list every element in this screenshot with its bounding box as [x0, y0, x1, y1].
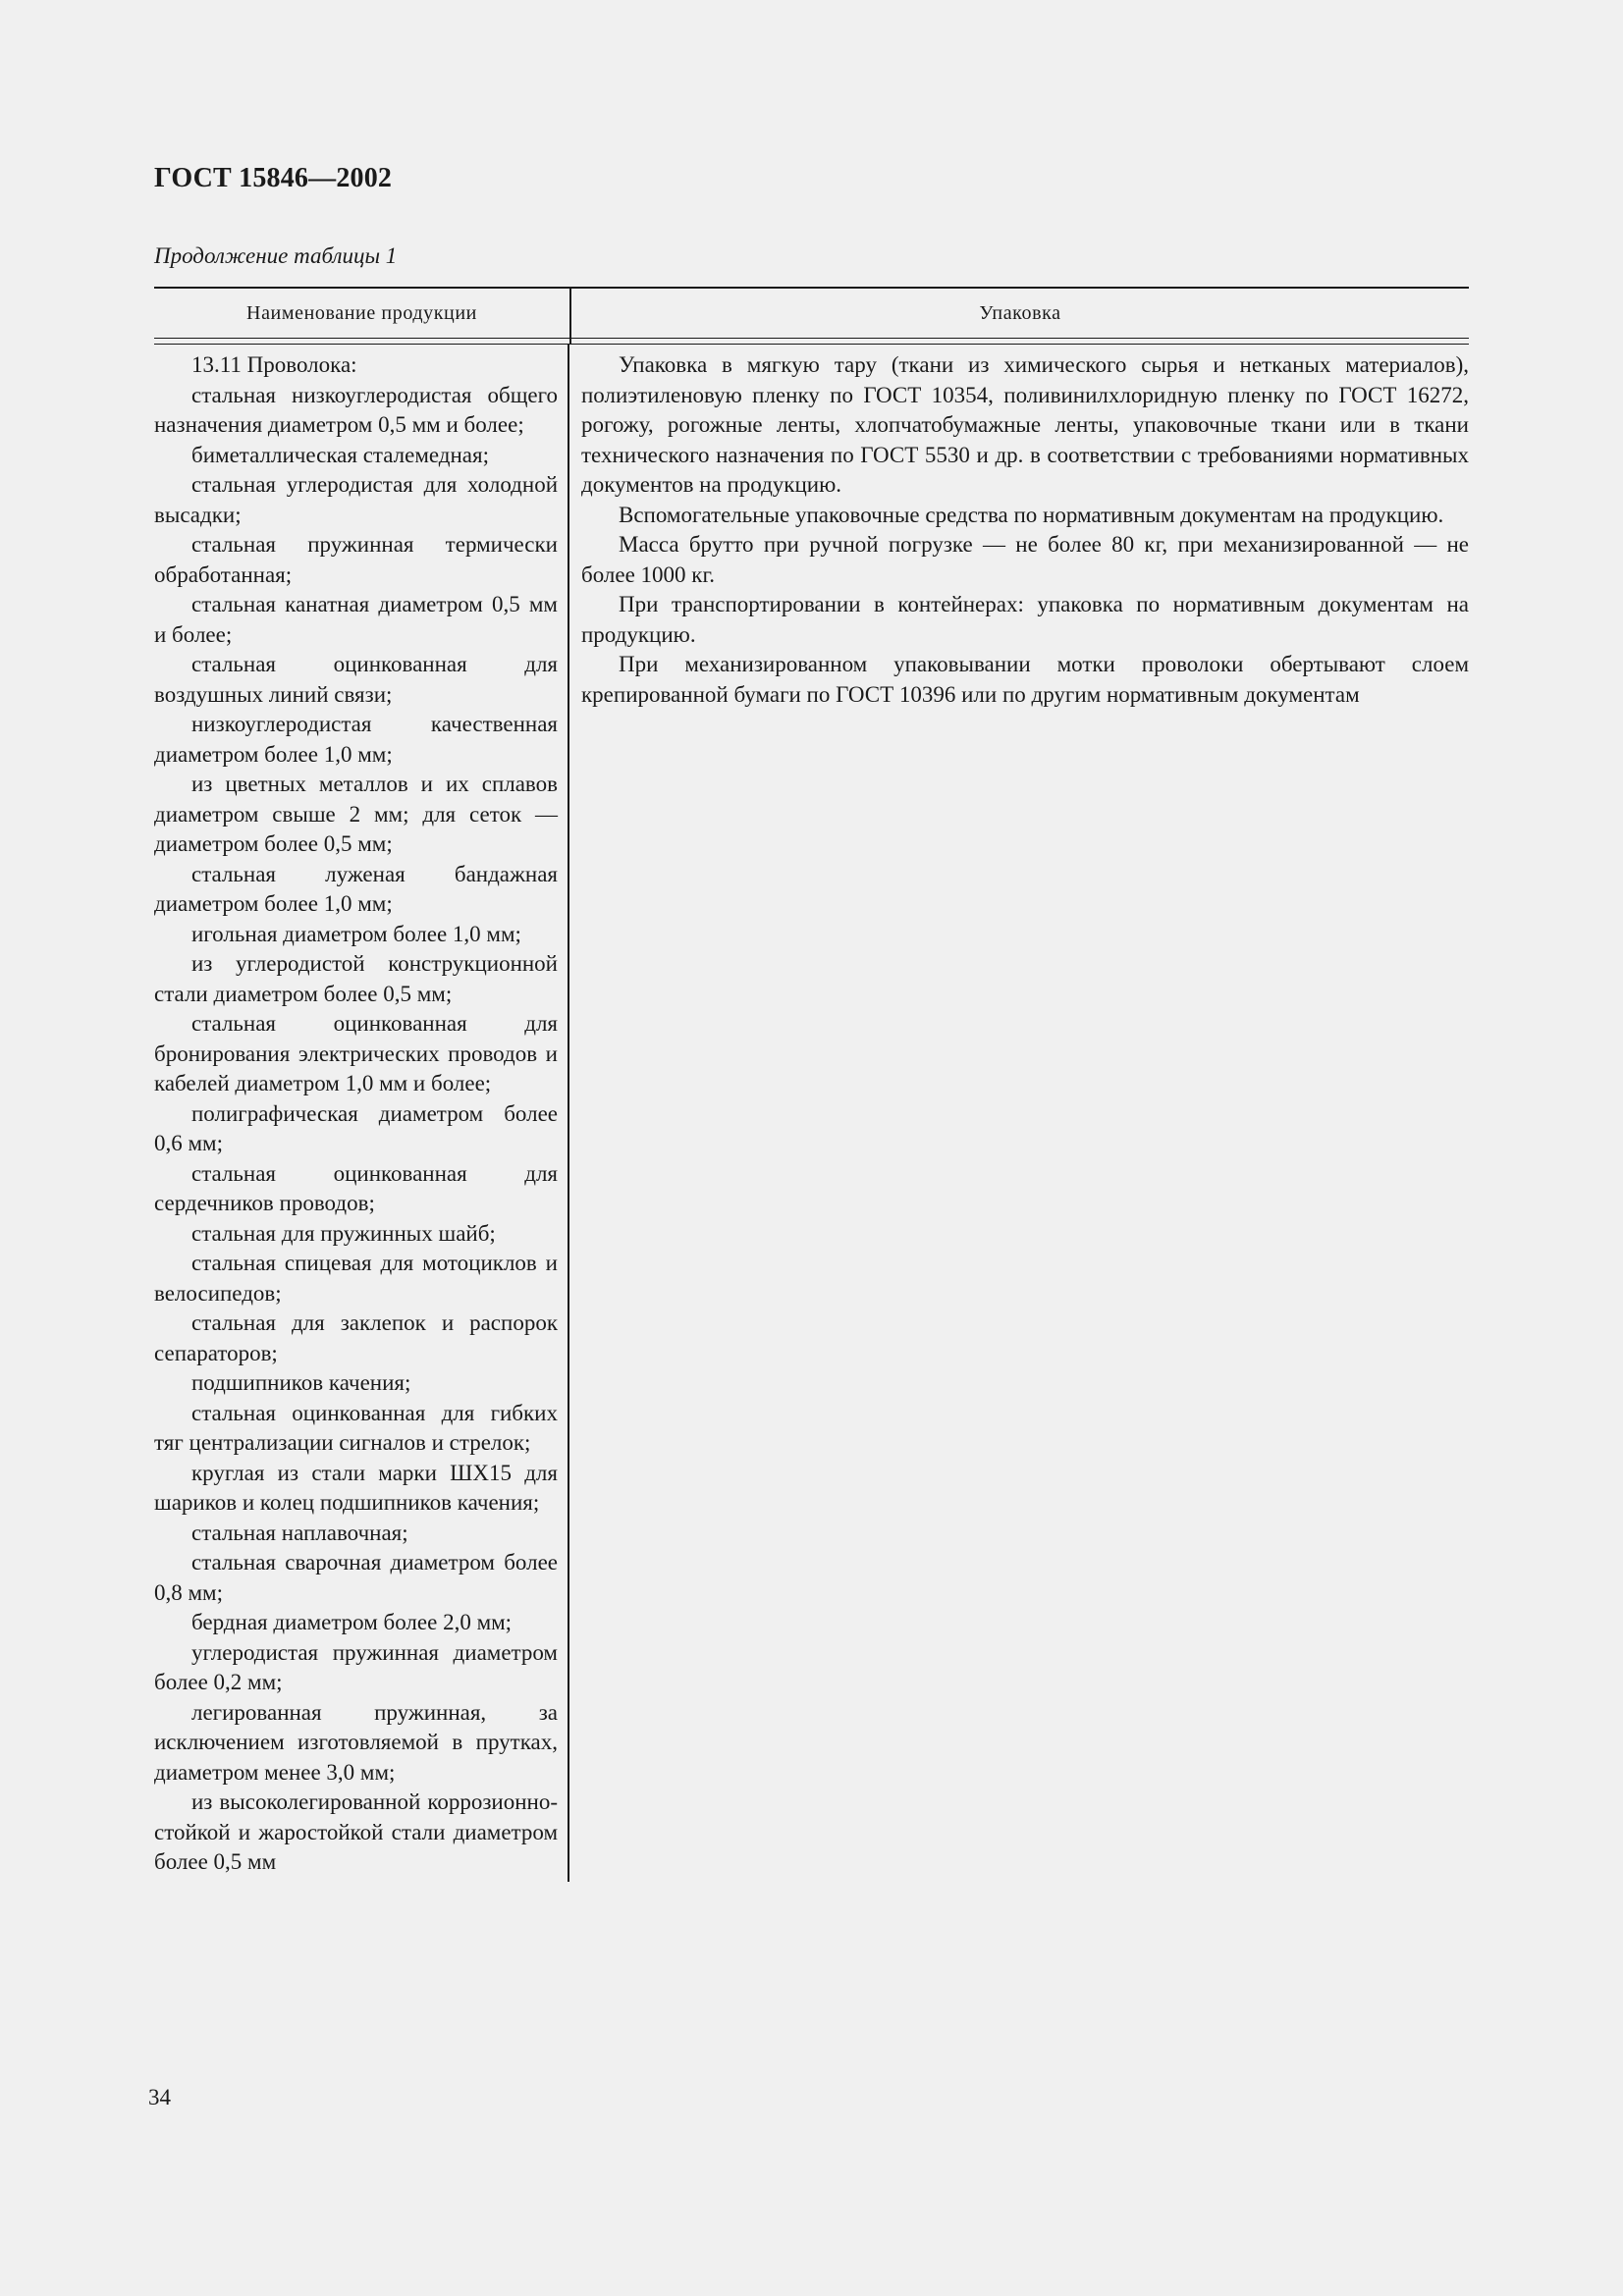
product-item: стальная оцинкованная для воздушных линий связи; — [154, 652, 558, 707]
column-header-product: Наименование продукции — [154, 289, 571, 338]
packaging-cell — [569, 345, 1469, 1882]
product-item: полиграфическая диаметром более 0,6 мм; — [154, 1100, 558, 1155]
product-item: стальная спицевая для мотоциклов и велосипедов; — [154, 1251, 558, 1306]
standard-title: ГОСТ 15846—2002 — [154, 163, 393, 193]
table-header — [154, 289, 1469, 339]
product-cell — [154, 345, 569, 1882]
product-item: стальная пружинная термически обработанная; — [154, 532, 558, 587]
product-item: стальная оцинкованная для гибких тяг централизации сигналов и стрелок; — [154, 1400, 558, 1455]
table-row — [154, 345, 1469, 1882]
packaging-paragraph: При механизированном упаковывании мотки проволоки обертывают слоем крепированной бумаги по ГОСТ 10396 или по другим нормативным документам — [581, 652, 1469, 707]
product-item: из высоколегированной коррозионно-стойкой и жаростойкой стали диаметром более 0,5 мм — [154, 1789, 558, 1874]
product-item: биметаллическая сталемедная; — [191, 442, 489, 467]
packaging-paragraph: Вспомогательные упаковочные средства по нормативным документам на продукцию. — [619, 502, 1444, 527]
table-caption: Продолжение таблицы 1 — [154, 243, 398, 268]
product-item: стальная оцинкованная для бронирования электрических проводов и кабелей диаметром 1,0 мм и более; — [154, 1011, 558, 1095]
product-item: бердная диаметром более 2,0 мм; — [191, 1610, 513, 1634]
packaging-paragraph: При транспортировании в контейнерах: упаковка по нормативным документам на продукцию. — [581, 592, 1469, 647]
product-item: из углеродистой конструкционной стали диаметром более 0,5 мм; — [154, 951, 558, 1006]
product-item: стальная для заклепок и распорок сепараторов; — [154, 1310, 558, 1365]
product-item: подшипников качения; — [191, 1370, 411, 1395]
product-item: стальная низкоуглеродистая общего назначения диаметром 0,5 мм и более; — [154, 382, 558, 437]
product-item: стальная оцинкованная для сердечников проводов; — [154, 1160, 558, 1215]
product-item: стальная углеродистая для холодной высадки; — [154, 472, 558, 527]
product-item: углеродистая пружинная диаметром более 0,2 мм; — [154, 1639, 558, 1694]
product-item: стальная канатная диаметром 0,5 мм и более; — [154, 592, 558, 647]
product-item: игольная диаметром более 1,0 мм; — [191, 921, 521, 946]
product-item: стальная сварочная диаметром более 0,8 мм; — [154, 1550, 558, 1605]
product-item: стальная для пружинных шайб; — [191, 1220, 496, 1246]
packaging-paragraph: Упаковка в мягкую тару (ткани из химического сырья и нетканых материалов), полиэтиленовую пленку по ГОСТ 10354, поливинилхлоридную пленку по ГОСТ 16272, рогожу, рогожные ленты, хлопчатобумажные ленты, упаковочные ткани или в ткани технического назначения по ГОСТ 5530 и др. в соответствии с требованиями нормативных документов на продукцию. — [581, 352, 1469, 497]
page-number: 34 — [148, 2085, 171, 2109]
packaging-paragraph: Масса брутто при ручной погрузке — не более 80 кг, при механизированной — не более 1000 кг. — [581, 532, 1469, 587]
product-title: 13.11 Проволока: — [191, 352, 357, 377]
column-header-packaging: Упаковка — [979, 301, 1061, 324]
packaging-table — [154, 287, 1469, 1882]
product-item: стальная наплавочная; — [191, 1520, 408, 1545]
product-item: круглая из стали марки ШХ15 для шариков и колец подшипников качения; — [154, 1460, 558, 1515]
product-item: легированная пружинная, за исключением изготовляемой в прутках, диаметром менее 3,0 мм; — [154, 1699, 558, 1785]
product-item: низкоуглеродистая качественная диаметром более 1,0 мм; — [154, 712, 558, 767]
product-item: стальная луженая бандажная диаметром более 1,0 мм; — [154, 861, 558, 916]
product-item: из цветных металлов и их сплавов диаметром свыше 2 мм; для сеток — диаметром более 0,5 мм; — [154, 772, 558, 856]
